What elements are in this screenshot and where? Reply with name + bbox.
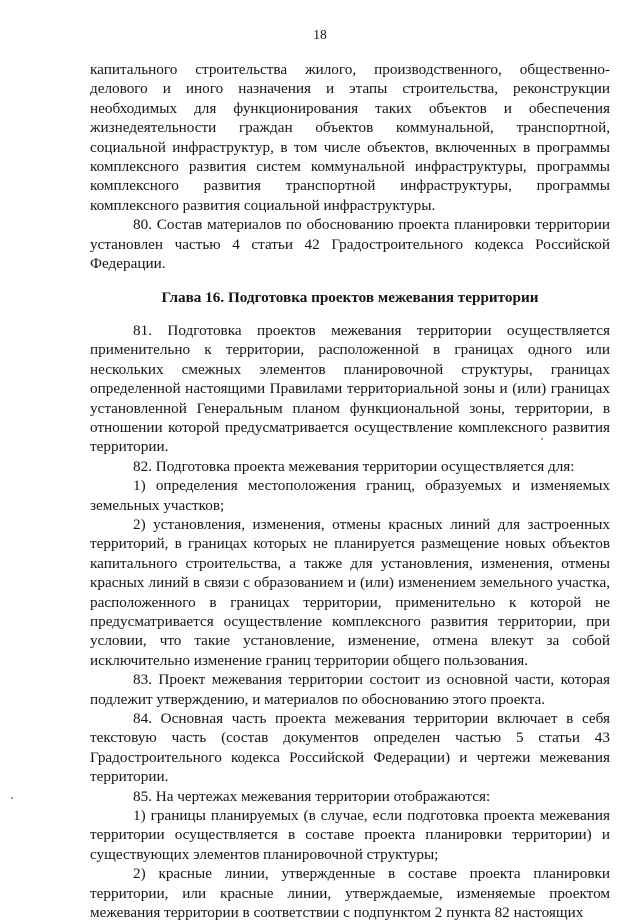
paragraph-continuation: капитального строительства жилого, производственного, общественно-делового и иного назначения и этапы строительства, реконструкции необходимых для функционирования таких объектов и обеспечения жизнедеятельности граждан объектов коммунальной, транспортной, социальной инфраструктур, в том числе объектов, включенных в программы комплексного развития систем коммунальной инфраструктуры, программы комплексного развития транспортной инфраструктуры, программы комплексного развития социальной инфраструктуры. (90, 61, 610, 214)
scan-speck (541, 438, 543, 440)
page-number: 18 (313, 27, 327, 42)
paragraph-84: 84. Основная часть проекта межевания территории включает в себя текстовую часть (состав документов определен частью 5 статьи 43 Градостроительного кодекса Российской Федерации) и чертежи межевания территории. (90, 710, 610, 786)
document-body (90, 60, 610, 922)
paragraph-82-item-2: 2) установления, изменения, отмены красных линий для застроенных территорий, в границах которых не планируется размещение новых объектов капитального строительства, а также для установления, изменения, отмены красных линий в связи с образованием и (или) изменением земельного участка, расположенного в границах территории, применительно к которой не предусматривается осуществление комплексного развития территории, при условии, что такие установление, изменение, отмена влекут за собой исключительно изменение границ территории общего пользования. (90, 515, 610, 669)
paragraph-85: 85. На чертежах межевания территории отображаются: (133, 787, 491, 805)
paragraph-85-item-2: 2) красные линии, утвержденные в составе проекта планировки территории, или красные линии, утверждаемые, изменяемые проектом межевания территории в соответствии с подпунктом 2 пункта 82 настоящих (90, 865, 610, 922)
scan-speck (11, 797, 13, 799)
paragraph-80: 80. Состав материалов по обоснованию проекта планировки территории установлен частью 4 статьи 42 Градостроительного кодекса Российской Федерации. (90, 216, 610, 273)
paragraph-81: 81. Подготовка проектов межевания территории осуществляется применительно к территории, расположенной в границах одного или нескольких смежных элементов планировочной структуры, границах определенной настоящими Правилами территориальной зоны и (или) границах установленной Генеральным планом функциональной зоны, территории, в отношении которой предусматривается осуществление комплексного развития территории. (90, 321, 610, 456)
chapter-16-heading: Глава 16. Подготовка проектов межевания территории (161, 289, 539, 307)
paragraph-85-item-1: 1) границы планируемых (в случае, если подготовка проекта межевания территории осуществляется в составе проекта планировки территории) и существующих элементов планировочной структуры; (90, 807, 610, 863)
paragraph-82-item-1: 1) определения местоположения границ, образуемых и изменяемых земельных участков; (90, 477, 610, 514)
paragraph-83: 83. Проект межевания территории состоит из основной части, которая подлежит утверждению, и материалов по обоснованию этого проекта. (90, 671, 610, 708)
paragraph-82: 82. Подготовка проекта межевания территории осуществляется для: (133, 457, 575, 475)
